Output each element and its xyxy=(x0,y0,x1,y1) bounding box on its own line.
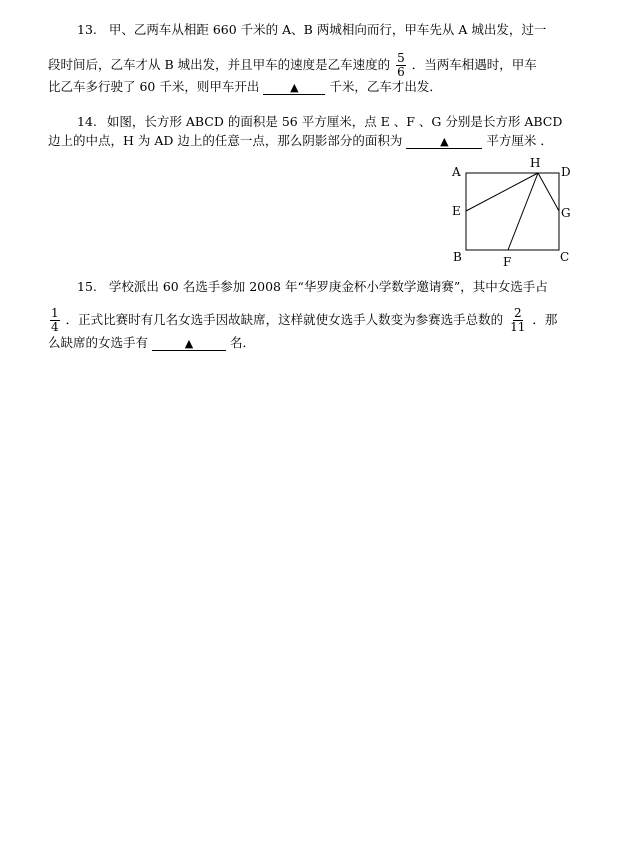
q15-line2-end: ．那 xyxy=(532,312,558,327)
label-a: A xyxy=(452,165,461,179)
q14-number: 14. xyxy=(77,114,97,129)
label-g: G xyxy=(561,206,571,220)
label-e: E xyxy=(452,204,461,218)
q13-line2-end: ．当两车相遇时，甲车 xyxy=(411,57,537,72)
q14-line2-start: 边上的中点，H 为 AD 边上的任意一点，那么阴影部分的面积为 xyxy=(48,133,403,148)
segment-eh xyxy=(466,173,538,211)
label-d: D xyxy=(561,165,571,179)
label-f: F xyxy=(503,255,512,269)
label-b: B xyxy=(453,250,462,264)
q13-line2-start: 段时间后，乙车才从 B 城出发，并且甲车的速度是乙车速度的 xyxy=(48,57,391,72)
q13-frac-den: 6 xyxy=(397,65,405,79)
q15-answer-blank[interactable] xyxy=(152,336,226,351)
triangle-marker-icon: ▲ xyxy=(184,337,194,350)
q15-line1: 学校派出 60 名选手参加 2008 年“华罗庚金杯小学数学邀请赛”，其中女选手占 xyxy=(108,279,548,294)
q15-fraction-2 xyxy=(509,307,526,334)
q15-frac2-num: 2 xyxy=(513,306,522,320)
q13-line1: 甲、乙两车从相距 660 千米的 A、B 两城相向而行，甲车先从 A 城出发，过一 xyxy=(108,22,547,37)
q13-frac-num: 5 xyxy=(397,51,405,65)
triangle-marker-icon: ▲ xyxy=(290,81,299,94)
q13-fraction xyxy=(396,52,406,79)
triangle-marker-icon: ▲ xyxy=(440,135,449,148)
segment-hf xyxy=(508,173,538,250)
q15-line2-start: ．正式比赛时有几名女选手因故缺席，这样就使女选手人数变为参赛选手总数的 xyxy=(65,312,504,327)
q15-line3-end: 名． xyxy=(229,335,255,350)
q15-number: 15. xyxy=(77,279,97,294)
q15-frac2-den: 11 xyxy=(510,320,526,334)
q14-line2-end: 平方厘米 ． xyxy=(486,133,553,148)
q13-answer-blank[interactable] xyxy=(263,80,325,95)
q13-number: 13. xyxy=(77,22,97,37)
q13-line3-end: 千米，乙车才出发． xyxy=(329,79,442,94)
q15-line3-start: 么缺席的女选手有 xyxy=(48,335,149,350)
q15-frac1-num: 1 xyxy=(51,306,59,320)
q15-fraction-1 xyxy=(50,307,60,334)
q14-answer-blank[interactable] xyxy=(406,134,482,149)
q15-frac1-den: 4 xyxy=(51,320,59,334)
segment-hg xyxy=(538,173,559,211)
label-h: H xyxy=(530,156,541,170)
q13-line3-start: 比乙车多行驶了 60 千米，则甲车开出 xyxy=(48,79,260,94)
label-c: C xyxy=(560,250,570,264)
rectangle-figure xyxy=(448,156,598,271)
q14-line1: 如图，长方形 ABCD 的面积是 56 平方厘米，点 E 、F 、G 分别是长方形 ABCD xyxy=(106,114,563,129)
